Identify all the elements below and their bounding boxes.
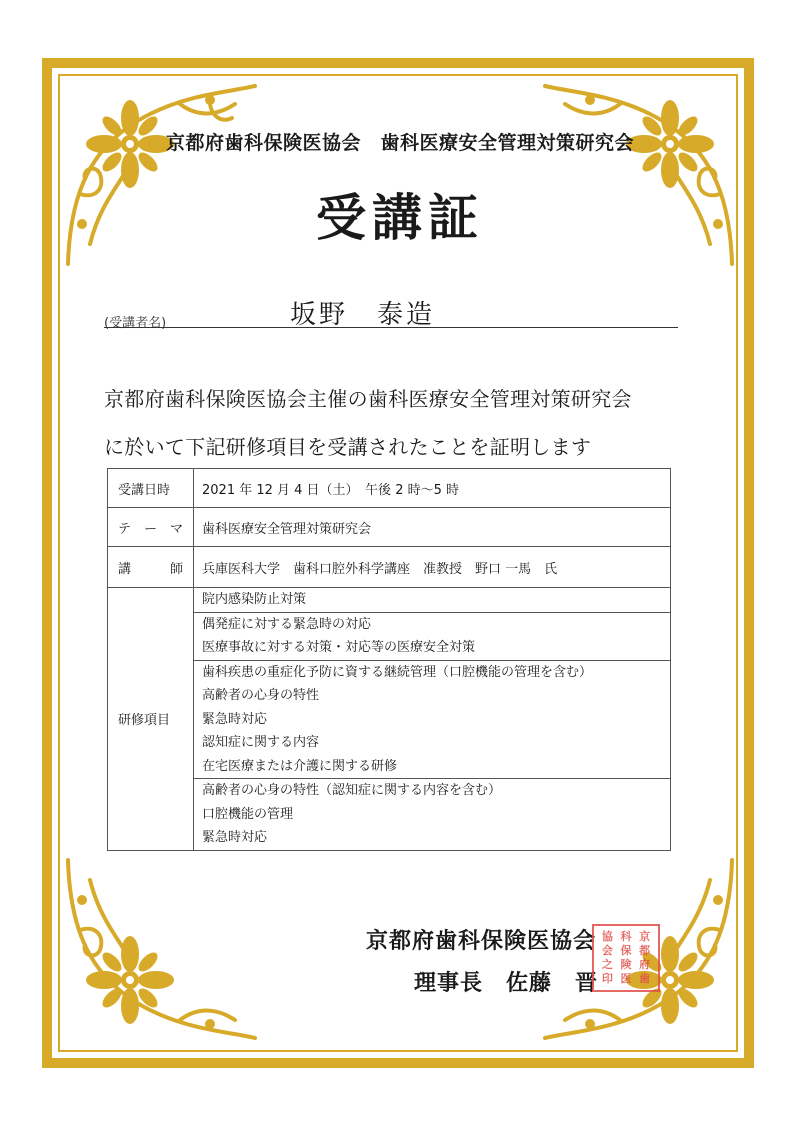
lecturer-label: 講 師 [108, 547, 194, 588]
attendee-name: 坂野 泰造 [290, 300, 436, 330]
training-item-group [194, 588, 671, 613]
list-item: 口腔機能の管理 [202, 806, 294, 822]
table-row [108, 508, 671, 547]
date-value: 2021 年 12 月 4 日（土） 午後 2 時〜5 時 [194, 469, 671, 508]
seal-character: 歯 [639, 972, 651, 985]
issuer-organization: 京都府歯科保険医協会 [366, 928, 597, 954]
certification-text-line-2: に於いて下記研修項目を受講されたことを証明します [104, 435, 592, 459]
seal-character: 協 [601, 930, 613, 943]
list-item: 高齢者の心身の特性 [202, 688, 320, 703]
name-underline [104, 327, 678, 328]
training-item-group [194, 612, 671, 660]
attendee-name-label: (受講者名) [104, 316, 167, 331]
list-item: 認知症に関する内容 [202, 735, 320, 750]
certification-text-line-1: 京都府歯科保険医協会主催の歯科医療安全管理対策研究会 [104, 387, 632, 411]
seal-character: 医 [620, 972, 632, 985]
seal-character: 科 [620, 930, 632, 943]
list-item: 院内感染防止対策 [202, 592, 307, 607]
certificate-title: 受講証 [316, 188, 484, 247]
table-row [108, 547, 671, 588]
training-items-label: 研修項目 [108, 588, 194, 851]
seal-character: 保 [620, 944, 632, 957]
seal-character: 会 [601, 944, 613, 957]
seal-character: 険 [620, 958, 632, 971]
seal-character: 府 [639, 958, 651, 971]
theme-value: 歯科医療安全管理対策研究会 [194, 508, 671, 547]
list-item: 在宅医療または介護に関する研修 [202, 758, 398, 774]
corner-ornament-icon [60, 850, 260, 1050]
lecturer-value: 兵庫医科大学 歯科口腔外科学講座 准教授 野口 一馬 氏 [194, 547, 671, 588]
theme-label: テ ー マ [108, 508, 194, 547]
list-item: 医療事故に対する対策・対応等の医療安全対策 [202, 640, 476, 655]
seal-character: 都 [639, 944, 651, 957]
list-item: 緊急時対応 [202, 711, 268, 727]
list-item: 緊急時対応 [202, 830, 268, 845]
table-row [108, 469, 671, 508]
list-item: 歯科疾患の重症化予防に資する継続管理（口腔機能の管理を含む） [202, 664, 593, 680]
seal-character: 之 [601, 958, 613, 971]
issuer-president: 理事長 佐藤 晋 [414, 970, 599, 996]
list-item: 高齢者の心身の特性（認知症に関する内容を含む） [202, 783, 502, 798]
training-item-group [194, 660, 671, 779]
seal-character: 京 [639, 930, 651, 943]
training-details-table [107, 468, 671, 851]
organization-title: 京都府歯科保険医協会 歯科医療安全管理対策研究会 [165, 132, 634, 154]
training-item-group [194, 779, 671, 851]
seal-character: 印 [601, 972, 613, 985]
date-label: 受講日時 [108, 469, 194, 508]
list-item: 偶発症に対する緊急時の対応 [202, 616, 372, 632]
official-seal-stamp [592, 924, 660, 992]
table-row [108, 588, 671, 613]
